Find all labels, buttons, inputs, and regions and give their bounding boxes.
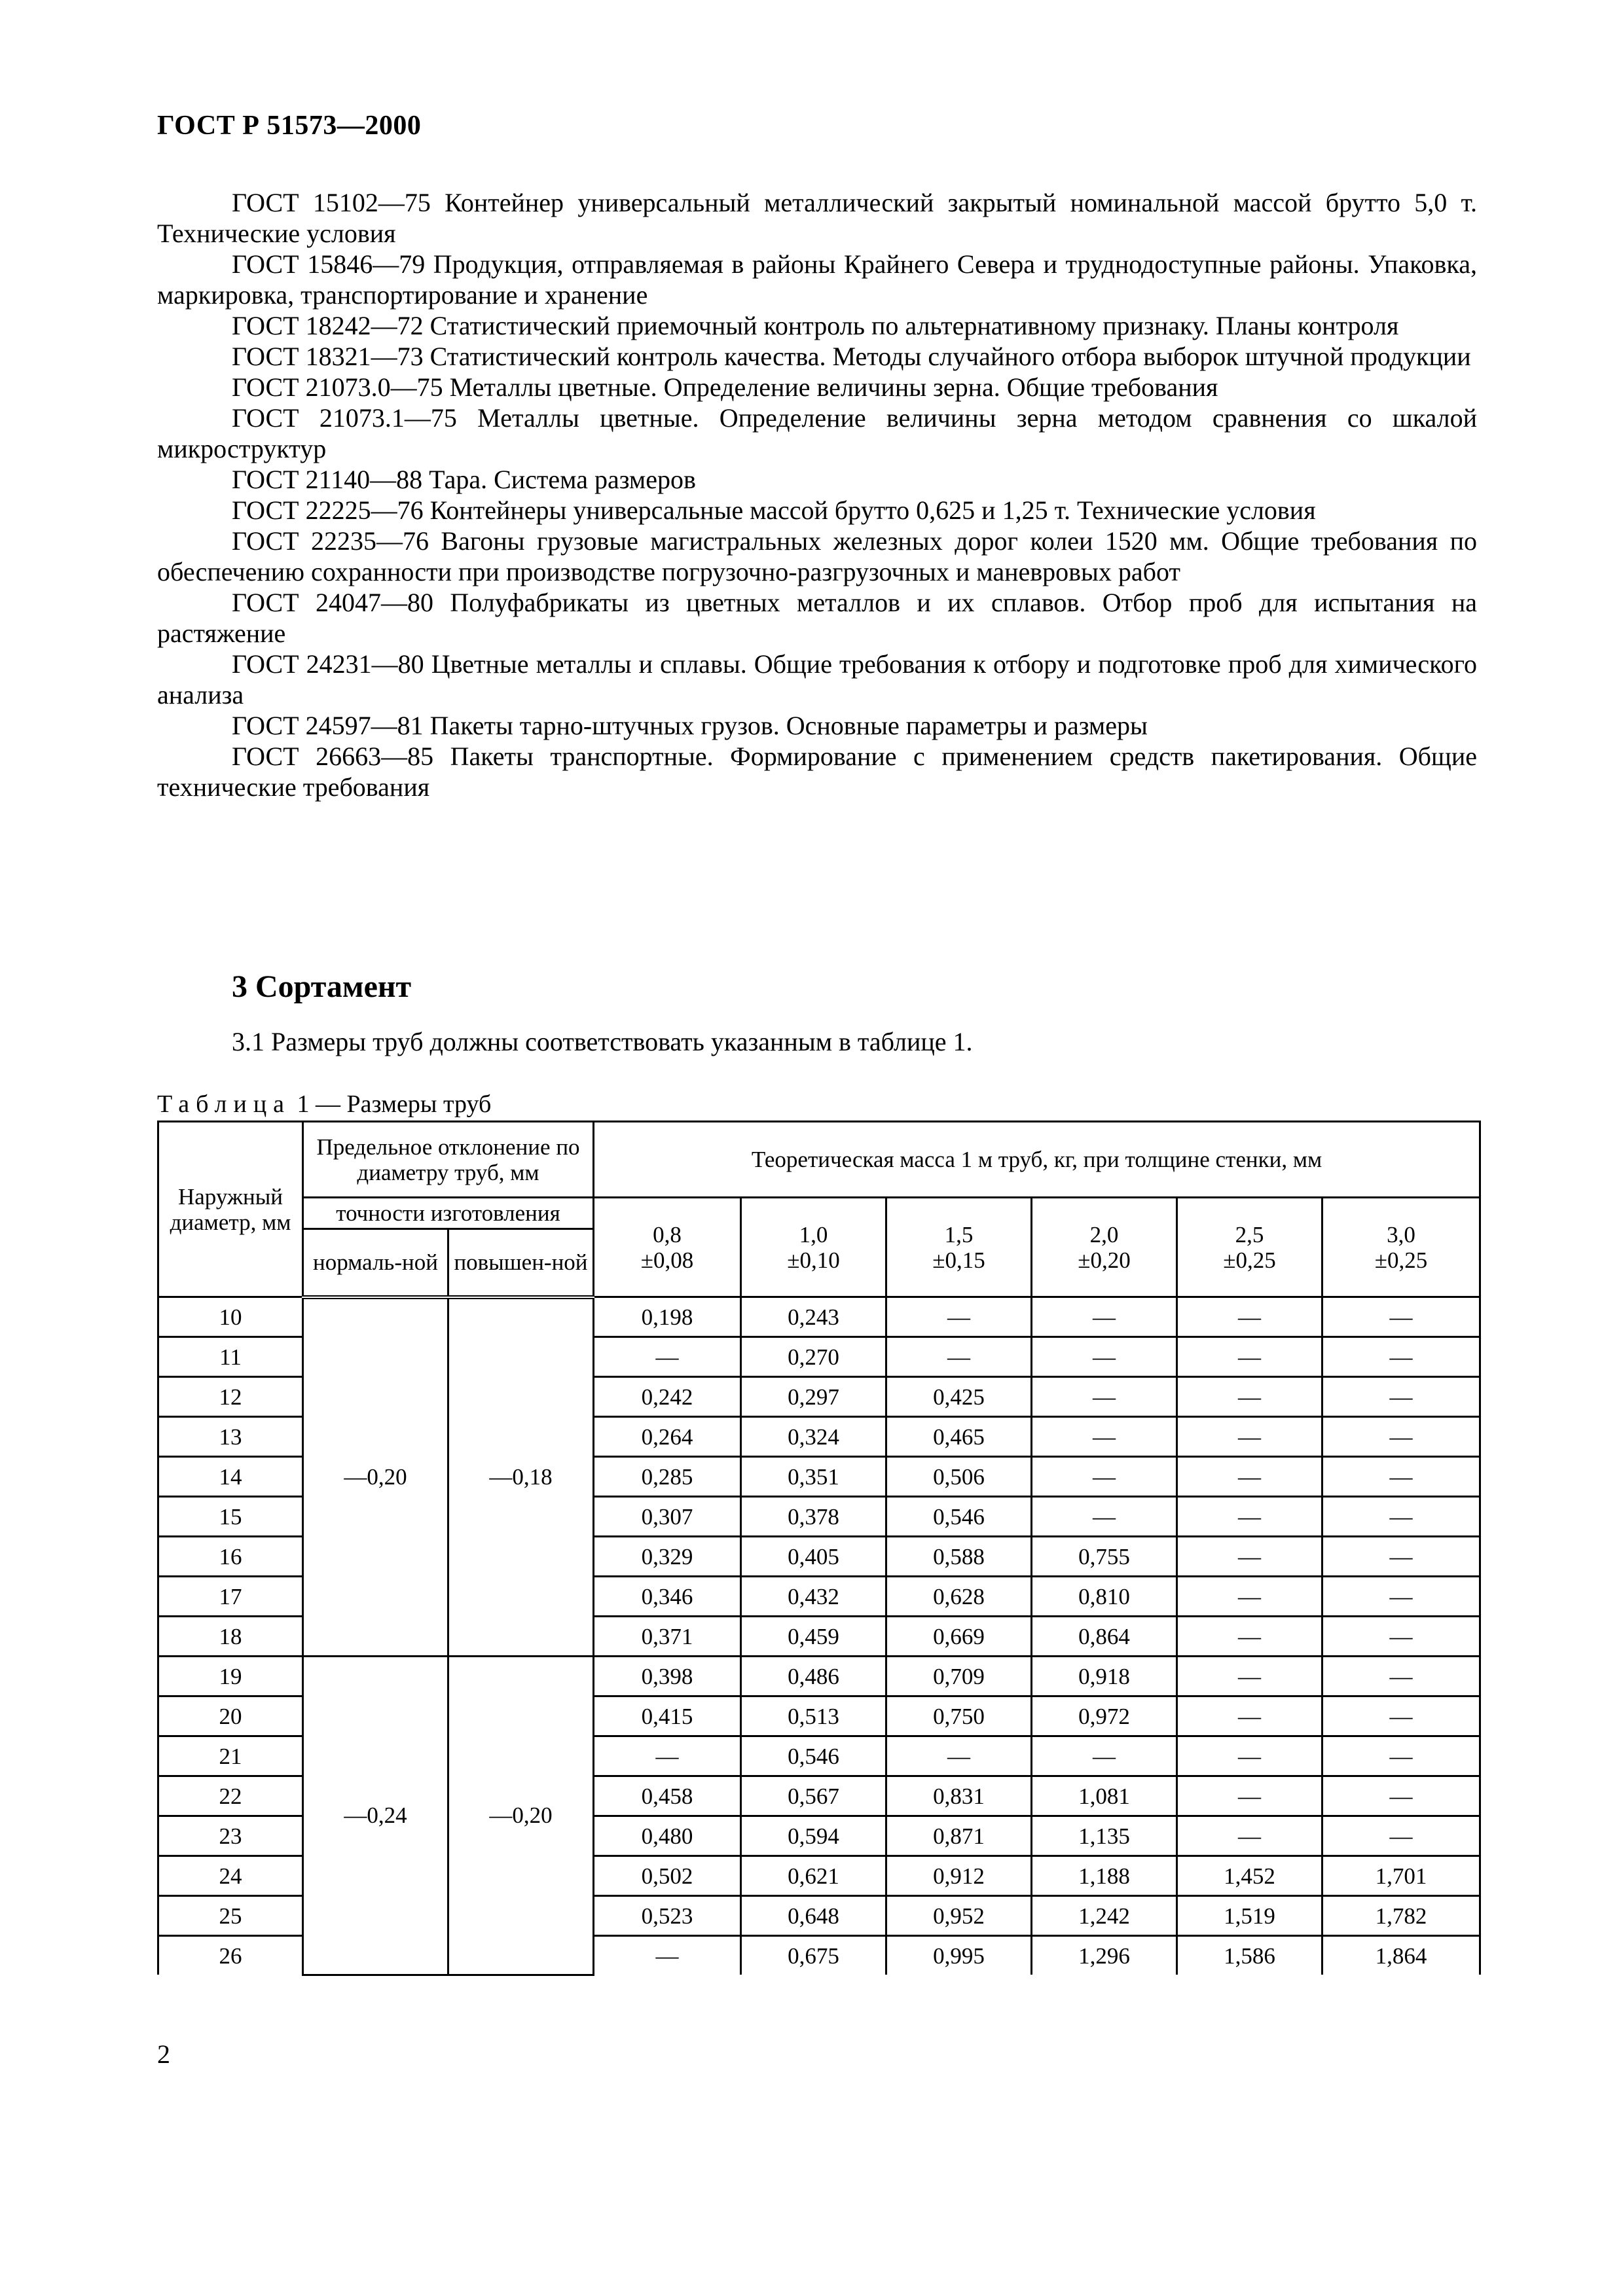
page-number: 2 [157,2039,170,2069]
mass-cell: 0,243 [741,1297,886,1337]
mass-cell: — [1032,1457,1177,1497]
header-normal: нормаль-ной [303,1229,448,1297]
mass-cell: 0,567 [741,1776,886,1816]
mass-cell: 0,432 [741,1577,886,1617]
mass-cell: — [1177,1337,1322,1377]
header-mass: Теоретическая масса 1 м труб, кг, при толщине стенки, мм [594,1122,1480,1198]
mass-cell: 0,329 [594,1537,741,1577]
wall-tolerance: ±0,25 [1223,1247,1276,1273]
mass-cell: — [1177,1537,1322,1577]
wall-tolerance: ±0,08 [640,1247,694,1273]
mass-cell: — [1177,1776,1322,1816]
mass-cell: — [1322,1537,1480,1577]
mass-cell: 1,188 [1032,1856,1177,1896]
wall-value: 1,5 [944,1221,974,1247]
mass-cell: 0,523 [594,1896,741,1936]
wall-value: 2,0 [1089,1221,1119,1247]
mass-cell: — [1177,1657,1322,1696]
diameter-cell: 21 [158,1736,303,1776]
mass-cell: 0,502 [594,1856,741,1896]
header-accuracy: точности изготовления [303,1198,594,1229]
reference-item: ГОСТ 22235—76 Вагоны грузовые магистральных железных дорог колеи 1520 мм. Общие требования по обеспечению сохранности при производстве погрузочно-разгрузочных и маневровых работ [157,526,1477,586]
reference-item: ГОСТ 18321—73 Статистический контроль качества. Методы случайного отбора выборок штучной продукции [232,342,1471,371]
mass-cell: 0,307 [594,1497,741,1537]
mass-cell: 0,270 [741,1337,886,1377]
pipe-sizes-table-wrapper [157,1121,1479,1976]
mass-cell: 0,351 [741,1457,886,1497]
mass-cell: 0,459 [741,1617,886,1657]
mass-cell: 0,912 [886,1856,1032,1896]
mass-cell: 0,621 [741,1856,886,1896]
reference-item: ГОСТ 24047—80 Полуфабрикаты из цветных металлов и их сплавов. Отбор проб для испытания на растяжение [157,588,1477,648]
header-wall-5 [1322,1198,1480,1297]
mass-cell: — [1322,1497,1480,1537]
diameter-cell: 23 [158,1816,303,1856]
mass-cell: 0,480 [594,1816,741,1856]
section-title: 3 Сортамент [232,969,412,1004]
header-wall-4 [1177,1198,1322,1297]
mass-cell: 0,972 [1032,1696,1177,1736]
mass-cell: 0,346 [594,1577,741,1617]
reference-item: ГОСТ 26663—85 Пакеты транспортные. Формирование с применением средств пакетирования. Общие технические требования [157,742,1477,802]
normal-deviation-cell: —0,20 [303,1297,448,1657]
mass-cell: — [1322,1337,1480,1377]
mass-cell: 0,750 [886,1696,1032,1736]
reference-item: ГОСТ 18242—72 Статистический приемочный контроль по альтернативному признаку. Планы контроля [232,311,1399,340]
wall-value: 2,5 [1235,1221,1264,1247]
diameter-cell: 14 [158,1457,303,1497]
mass-cell: 0,398 [594,1657,741,1696]
mass-cell: — [1322,1657,1480,1696]
document-header: ГОСТ Р 51573—2000 [157,111,422,141]
header-increased: повышен-ной [448,1229,594,1297]
mass-cell: — [886,1297,1032,1337]
reference-item: ГОСТ 21140—88 Тара. Система размеров [232,465,696,494]
mass-cell: — [1322,1577,1480,1617]
header-wall-0 [594,1198,741,1297]
mass-cell: 1,081 [1032,1776,1177,1816]
mass-cell: 0,371 [594,1617,741,1657]
table-caption [157,1090,491,1119]
mass-cell: — [1177,1297,1322,1337]
mass-cell: 0,324 [741,1417,886,1457]
mass-cell: 1,519 [1177,1896,1322,1936]
mass-cell: 1,586 [1177,1936,1322,1975]
mass-cell: — [1322,1457,1480,1497]
mass-cell: 0,810 [1032,1577,1177,1617]
mass-cell: 0,594 [741,1816,886,1856]
header-diameter: Наружный диаметр, мм [158,1122,303,1297]
normative-references-list [157,187,1477,802]
mass-cell: — [1032,1297,1177,1337]
increased-deviation-cell: —0,20 [448,1657,594,1975]
reference-item: ГОСТ 24597—81 Пакеты тарно-штучных грузов. Основные параметры и размеры [232,711,1148,740]
mass-cell: 0,242 [594,1377,741,1417]
mass-cell: 0,425 [886,1377,1032,1417]
reference-item: ГОСТ 15846—79 Продукция, отправляемая в районы Крайнего Севера и труднодоступные районы. Упаковка, маркировка, транспортирование и хранение [157,249,1477,310]
mass-cell: 0,918 [1032,1657,1177,1696]
mass-cell: — [886,1337,1032,1377]
diameter-cell: 11 [158,1337,303,1377]
table-row [158,1657,1480,1696]
mass-cell: 0,952 [886,1896,1032,1936]
mass-cell: 0,378 [741,1497,886,1537]
pipe-sizes-table [157,1121,1481,1976]
mass-cell: — [1177,1377,1322,1417]
wall-value: 1,0 [799,1221,828,1247]
mass-cell: — [1322,1377,1480,1417]
reference-item: ГОСТ 15102—75 Контейнер универсальный металлический закрытый номинальной массой брутто 5,0 т. Технические условия [157,188,1477,248]
mass-cell: — [1177,1577,1322,1617]
diameter-cell: 13 [158,1417,303,1457]
wall-value: 3,0 [1387,1221,1415,1247]
mass-cell: — [886,1736,1032,1776]
wall-tolerance: ±0,15 [932,1247,985,1273]
mass-cell: 0,628 [886,1577,1032,1617]
reference-item: ГОСТ 21073.0—75 Металлы цветные. Определение величины зерна. Общие требования [232,372,1218,402]
mass-cell: — [1322,1617,1480,1657]
mass-cell: — [1032,1736,1177,1776]
diameter-cell: 22 [158,1776,303,1816]
mass-cell: — [1322,1816,1480,1856]
reference-item: ГОСТ 21073.1—75 Металлы цветные. Определение величины зерна методом сравнения со шкалой микроструктур [157,403,1477,463]
section-paragraph: 3.1 Размеры труб должны соответствовать указанным в таблице 1. [232,1027,973,1056]
mass-cell: — [1322,1417,1480,1457]
reference-item: ГОСТ 24231—80 Цветные металлы и сплавы. Общие требования к отбору и подготовке проб для химического анализа [157,649,1477,709]
wall-tolerance: ±0,25 [1374,1247,1428,1273]
mass-cell: 0,871 [886,1816,1032,1856]
mass-cell: — [1177,1417,1322,1457]
diameter-cell: 18 [158,1617,303,1657]
mass-cell: — [594,1337,741,1377]
mass-cell: 0,513 [741,1696,886,1736]
mass-cell: 0,198 [594,1297,741,1337]
mass-cell: — [1177,1497,1322,1537]
mass-cell: 0,285 [594,1457,741,1497]
diameter-cell: 20 [158,1696,303,1736]
wall-value: 0,8 [653,1221,682,1247]
diameter-cell: 10 [158,1297,303,1337]
mass-cell: 0,458 [594,1776,741,1816]
mass-cell: — [1177,1617,1322,1657]
mass-cell: 0,648 [741,1896,886,1936]
header-wall-1 [741,1198,886,1297]
mass-cell: 1,135 [1032,1816,1177,1856]
mass-cell: 0,465 [886,1417,1032,1457]
mass-cell: 0,709 [886,1657,1032,1696]
mass-cell: — [1177,1457,1322,1497]
mass-cell: — [594,1936,741,1975]
mass-cell: 0,588 [886,1537,1032,1577]
mass-cell: 0,864 [1032,1617,1177,1657]
diameter-cell: 19 [158,1657,303,1696]
mass-cell: 0,546 [741,1736,886,1776]
mass-cell: 0,506 [886,1457,1032,1497]
diameter-cell: 26 [158,1936,303,1975]
mass-cell: 0,405 [741,1537,886,1577]
table-row [158,1297,1480,1337]
mass-cell: — [1032,1377,1177,1417]
header-deviation: Предельное отклонение по диаметру труб, мм [303,1122,594,1198]
mass-cell: 1,296 [1032,1936,1177,1975]
mass-cell: 0,546 [886,1497,1032,1537]
wall-tolerance: ±0,20 [1078,1247,1131,1273]
mass-cell: 1,242 [1032,1896,1177,1936]
mass-cell: 0,755 [1032,1537,1177,1577]
diameter-cell: 16 [158,1537,303,1577]
diameter-cell: 15 [158,1497,303,1537]
mass-cell: — [1032,1337,1177,1377]
mass-cell: 0,669 [886,1617,1032,1657]
mass-cell: — [1032,1417,1177,1457]
mass-cell: — [1032,1497,1177,1537]
wall-tolerance: ±0,10 [787,1247,840,1273]
mass-cell: — [1322,1696,1480,1736]
mass-cell: 1,701 [1322,1856,1480,1896]
mass-cell: 0,415 [594,1696,741,1736]
mass-cell: 1,864 [1322,1936,1480,1975]
table-body [158,1297,1480,1975]
diameter-cell: 12 [158,1377,303,1417]
mass-cell: 0,264 [594,1417,741,1457]
mass-cell: — [1177,1816,1322,1856]
mass-cell: — [1322,1297,1480,1337]
mass-cell: 0,486 [741,1657,886,1696]
increased-deviation-cell: —0,18 [448,1297,594,1657]
mass-cell: 0,995 [886,1936,1032,1975]
mass-cell: — [1177,1696,1322,1736]
header-wall-3 [1032,1198,1177,1297]
mass-cell: — [1322,1776,1480,1816]
mass-cell: — [1177,1736,1322,1776]
diameter-cell: 17 [158,1577,303,1617]
diameter-cell: 25 [158,1896,303,1936]
mass-cell: 1,452 [1177,1856,1322,1896]
mass-cell: 0,675 [741,1936,886,1975]
mass-cell: — [594,1736,741,1776]
reference-item: ГОСТ 22225—76 Контейнеры универсальные массой брутто 0,625 и 1,25 т. Технические условия [232,495,1316,525]
mass-cell: 0,297 [741,1377,886,1417]
diameter-cell: 24 [158,1856,303,1896]
mass-cell: 0,831 [886,1776,1032,1816]
mass-cell: 1,782 [1322,1896,1480,1936]
table-caption-text: 1 — Размеры труб [297,1090,492,1118]
table-caption-label: Таблица [157,1090,291,1118]
mass-cell: — [1322,1736,1480,1776]
header-wall-2 [886,1198,1032,1297]
normal-deviation-cell: —0,24 [303,1657,448,1975]
